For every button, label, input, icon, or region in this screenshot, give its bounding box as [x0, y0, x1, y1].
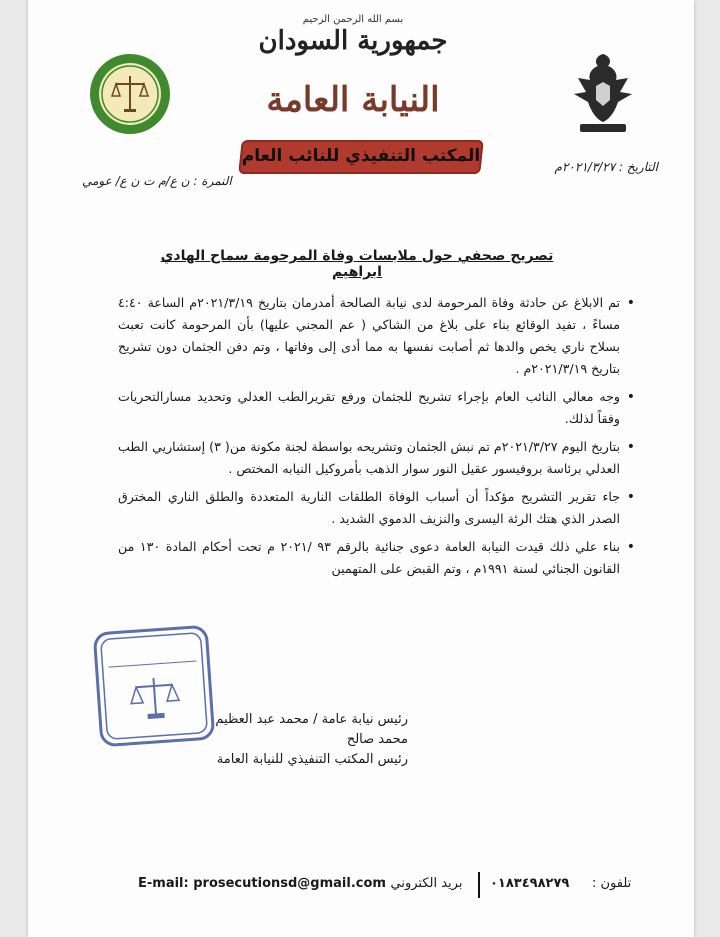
paragraph-item: • وجه معالي النائب العام بإجراء تشريح للجثمان ورفع تقريرالطب العدلي وتحديد مسارالتحريات وفقاً لذلك. — [118, 386, 620, 430]
reference-number: النمرة : ن ع/م ت ن ع/ عومي — [82, 174, 232, 188]
paragraph-item: • بتاريخ اليوم ٢٠٢١/٣/٢٧م تم نبش الجثمان وتشريحه بواسطة لجنة مكونة من( ٣) إستشاريي الطب العدلي برئاسة بروفيسور عقيل النور سوار الذهب بأمروكيل النيابه المختص . — [118, 436, 620, 480]
prosecution-emblem-icon — [88, 52, 172, 136]
phone-label: تلفون : — [592, 876, 632, 891]
paragraph-item: • جاء تقرير التشريح مؤكداً أن أسباب الوفاة الطلقات النارية المتعددة والطلق الناري المخترق الصدر الذي هتك الرئة اليسرى والنزيف الدموي الشديد . — [118, 486, 620, 530]
document-body — [118, 292, 636, 586]
signature-block — [188, 710, 408, 770]
footer — [52, 874, 672, 898]
banner-title: المكتب التنفيذي للنائب العام — [241, 146, 481, 166]
email-label: بريد الكتروني : — [382, 876, 463, 891]
sudan-emblem-icon — [568, 48, 638, 138]
signature-name: رئيس نيابة عامة / محمد عبد العظيم محمد صالح — [215, 712, 408, 747]
country-name: جمهورية السودان — [258, 26, 448, 56]
footer-divider — [478, 872, 480, 898]
document-page — [28, 0, 694, 937]
letterhead — [28, 0, 694, 200]
document-subject: تصريح صحفي حول ملابسات وفاة المرحومة سماح الهادي ابراهيم — [160, 248, 554, 280]
paragraph-item: • بناء علي ذلك قيدت النيابة العامة دعوى جنائية بالرقم ٩٣ /٢٠٢١ م تحت أحكام المادة ١٣٠ من القانون الجنائي لسنة ١٩٩١م ، وتم القبض على المتهمين — [118, 536, 620, 580]
phone-number: ٠١٨٣٤٩٨٢٧٩ — [490, 876, 570, 891]
email-address[interactable]: E-mail: prosecutionsd@gmail.com — [138, 876, 386, 891]
basmala: بسم الله الرحمن الرحيم — [302, 14, 404, 25]
document-date: التاريخ : ٢٠٢١/٣/٢٧م — [554, 160, 658, 174]
office-name: النيابة العامة — [266, 80, 440, 120]
paragraph-item: • تم الابلاغ عن حادثة وفاة المرحومة لدى نيابة الصالحة أمدرمان بتاريخ ٢٠٢١/٣/١٩م الساعة ٤:٤٠ مساءً ، تفيد الوقائع بناء على بلاغ من الشاكي ( عم المجني عليها) بأن المرحومة كانت تعبث بسلاح ناري يخص والدها ثم أصابت نفسها به مما أدى إلى وفاتها ، وتم دفن الجثمان دون تشريح بتاريخ ٢٠٢١/٣/١٩م . — [118, 292, 620, 380]
signature-title: رئيس المكتب التنفيذي للنيابة العامة — [216, 752, 408, 767]
